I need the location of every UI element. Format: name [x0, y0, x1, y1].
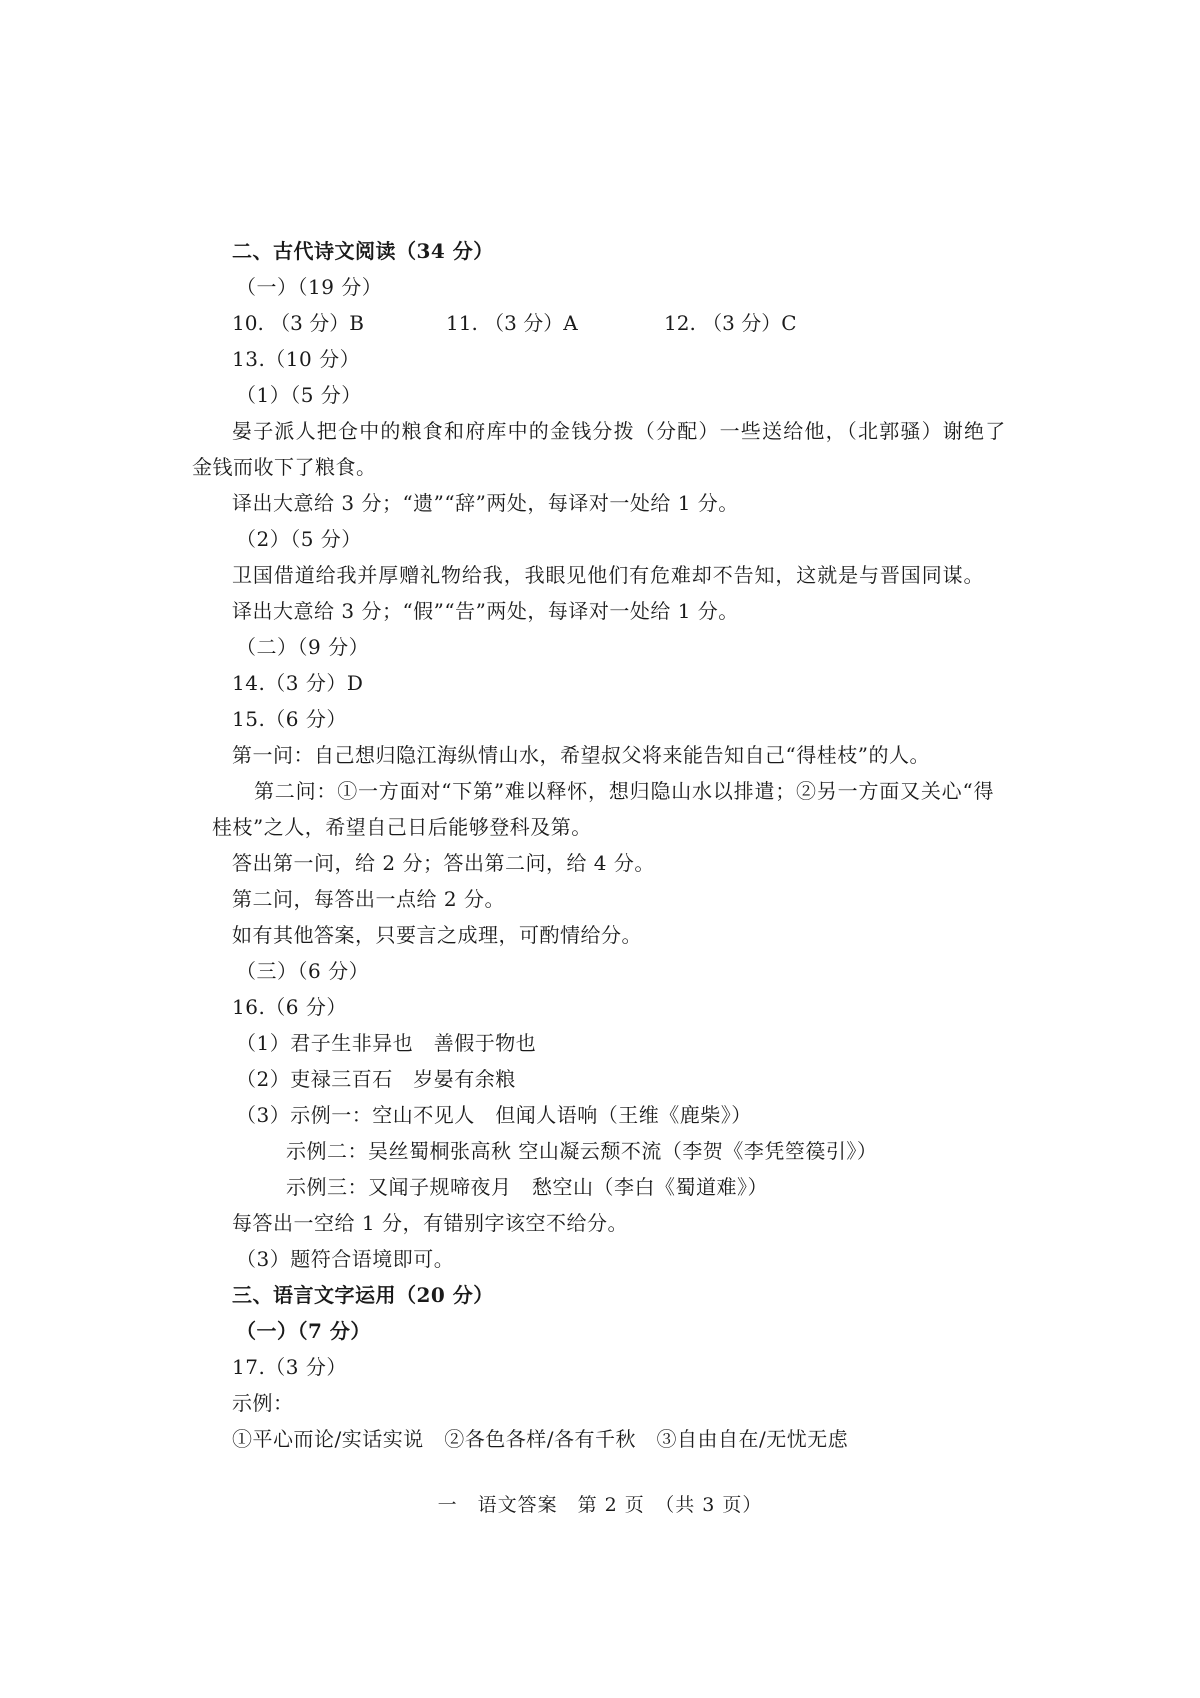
- q15-scoring1: 答出第一问，给 2 分；答出第二问，给 4 分。: [232, 851, 655, 875]
- q13-sub1-scoring: 译出大意给 3 分；“遗”“辞”两处，每译对一处给 1 分。: [232, 491, 739, 515]
- page-footer: 一 语文答案 第 2 页 （共 3 页）: [437, 1494, 763, 1516]
- q15-answer2-line1: 第二问：①一方面对“下第”难以释怀，想归隐山水以排遣；②另一方面又关心“得: [254, 779, 995, 803]
- part-title-two: （二）（9 分）: [236, 635, 370, 659]
- q15-answer2-line2: 桂枝”之人，希望自己日后能够登科及第。: [212, 815, 592, 839]
- q13-sub1-answer-line1: 晏子派人把仓中的粮食和府库中的金钱分拨（分配）一些送给他，（北郭骚）谢绝了: [232, 419, 1007, 443]
- q16-answer1: （1）君子生非异也 善假于物也: [236, 1031, 537, 1055]
- q13-sub2-answer: 卫国借道给我并厚赠礼物给我，我眼见他们有危难却不告知，这就是与晋国同谋。: [232, 563, 985, 587]
- q13-sub1-title: （1）（5 分）: [236, 383, 362, 407]
- q13-sub1-answer-line2: 金钱而收下了粮食。: [192, 455, 377, 479]
- q15-title: 15.（6 分）: [232, 707, 347, 731]
- answer-q10: 10. （3 分）B: [232, 311, 364, 335]
- section-title-language-use: 三、语言文字运用（20 分）: [232, 1283, 494, 1307]
- q17-answer: ①平心而论/实话实说 ②各色各样/各有千秋 ③自由自在/无忧无虑: [232, 1427, 849, 1451]
- q17-title: 17.（3 分）: [232, 1355, 347, 1379]
- section-title-ancient-poetry: 二、古代诗文阅读（34 分）: [232, 239, 494, 263]
- part-title-one: （一）（19 分）: [236, 275, 383, 299]
- q16-answer2: （2）吏禄三百石 岁晏有余粮: [236, 1067, 516, 1091]
- q15-scoring2: 第二问，每答出一点给 2 分。: [232, 887, 505, 911]
- answer-q14: 14.（3 分）D: [232, 671, 364, 695]
- q13-sub2-title: （2）（5 分）: [236, 527, 362, 551]
- q16-answer3-example1: （3）示例一：空山不见人 但闻人语响（王维《鹿柴》）: [236, 1103, 752, 1127]
- q15-answer1: 第一问：自己想归隐江海纵情山水，希望叔父将来能告知自己“得桂枝”的人。: [232, 743, 930, 767]
- q16-answer3-example2: 示例二：吴丝蜀桐张高秋 空山凝云颓不流（李贺《李凭箜篌引》）: [286, 1139, 878, 1163]
- q16-answer3-example3: 示例三：又闻子规啼夜月 愁空山（李白《蜀道难》）: [286, 1175, 768, 1199]
- q16-note: （3）题符合语境即可。: [236, 1247, 455, 1271]
- part-title-three: （三）（6 分）: [236, 959, 370, 983]
- section3-part-title-one: （一）（7 分）: [236, 1319, 371, 1343]
- q16-title: 16.（6 分）: [232, 995, 347, 1019]
- answer-q11: 11. （3 分）A: [446, 311, 578, 335]
- answer-q12: 12. （3 分）C: [664, 311, 797, 335]
- q15-scoring3: 如有其他答案，只要言之成理，可酌情给分。: [232, 923, 642, 947]
- q17-label: 示例：: [232, 1391, 294, 1415]
- q16-scoring: 每答出一空给 1 分，有错别字该空不给分。: [232, 1211, 628, 1235]
- q13-sub2-scoring: 译出大意给 3 分；“假”“告”两处，每译对一处给 1 分。: [232, 599, 739, 623]
- q13-title: 13.（10 分）: [232, 347, 361, 371]
